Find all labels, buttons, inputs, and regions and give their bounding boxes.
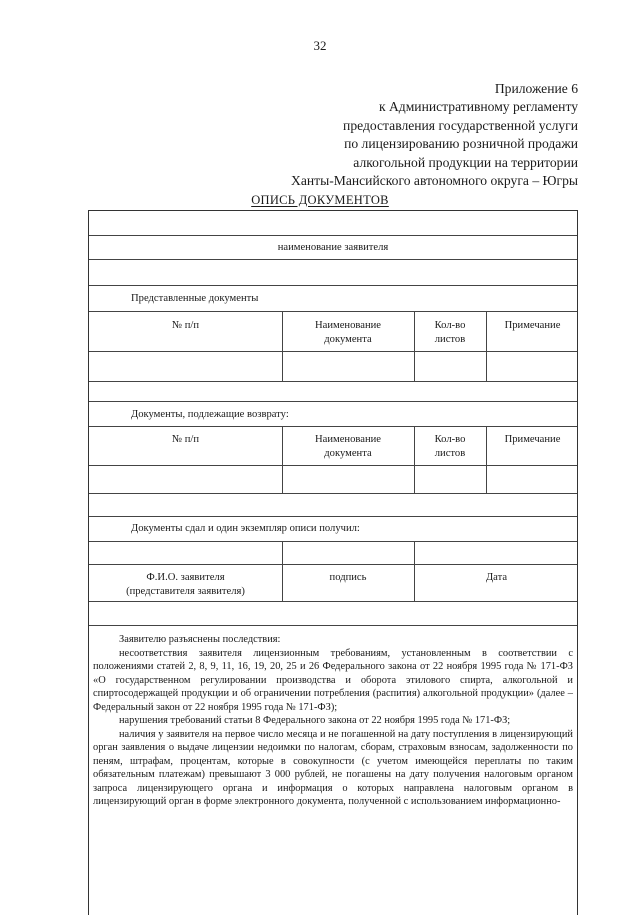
- col-header-count: [414, 319, 486, 347]
- document-title-text: ОПИСЬ ДОКУМЕНТОВ: [251, 193, 389, 207]
- row-divider: [89, 401, 577, 402]
- applicant-fio-label: [89, 571, 282, 599]
- consequence-paragraph: наличия у заявителя на первое число месяца и не погашенной на дату поступления в лицензирующий орган заявления о выдаче лицензии недоимки по налогам, сборам, страховым взносам, задолженности по пеням, штрафам, процентам, которые в совокупности (с учетом имеющейся переплаты по таким обязательным платежам) превышают 3 000 рублей, не погашены на дату получения налоговым органом запроса лицензирующего органа и информация о которых направлена налоговым органом в лицензирующий орган в форме электронного документа, полученной с использованием информационно-: [93, 728, 573, 807]
- consequences-heading: Заявителю разъяснены последствия:: [119, 634, 281, 645]
- row-divider: [89, 465, 577, 466]
- col-header-name: [282, 433, 414, 461]
- document-title: [0, 193, 640, 208]
- submitted-documents-heading: Представленные документы: [131, 293, 259, 304]
- row-divider: [89, 541, 577, 542]
- col-header-count-line: листов: [434, 334, 466, 345]
- appendix-line: Приложение 6: [494, 81, 578, 96]
- appendix-line: предоставления государственной услуги: [343, 117, 578, 133]
- applicant-fio-line: Ф.И.О. заявителя: [146, 572, 225, 583]
- col-header-count-line: листов: [434, 448, 466, 459]
- col-header-name-line: документа: [324, 334, 372, 345]
- row-divider: [89, 311, 577, 312]
- row-divider: [89, 625, 577, 626]
- page-number: 32: [313, 38, 327, 53]
- returned-documents-heading: Документы, подлежащие возврату:: [131, 409, 289, 420]
- consequence-paragraph: несоответствия заявителя лицензионным требованиям, установленным в соответствии с положениями статей 2, 8, 9, 11, 16, 19, 20, 25 и 26 Федерального закона от 22 ноября 1995 года № 171-ФЗ «О государственном регулировании производства и оборота этилового спирта, алкогольной и спиртосодержащей продукции и об ограничении потребления (распития) алкогольной продукции» (далее – Федеральный закон от 22 ноября 1995 года № 171-ФЗ);: [93, 647, 573, 713]
- col-header-count: [414, 433, 486, 461]
- row-divider: [89, 426, 577, 427]
- row-divider: [89, 601, 577, 602]
- signature-label: подпись: [329, 572, 367, 583]
- applicant-fio-line: (представителя заявителя): [126, 586, 245, 597]
- col-header-name-line: Наименование: [315, 434, 381, 445]
- col-header-count-line: Кол-во: [434, 320, 466, 331]
- date-label: Дата: [485, 572, 508, 583]
- appendix-line: алкогольной продукции на территории: [353, 154, 578, 170]
- consequence-paragraph: нарушения требований статьи 8 Федерального закона от 22 ноября 1995 года № 171-ФЗ;: [119, 715, 511, 726]
- col-header-count-line: Кол-во: [434, 434, 466, 445]
- col-header-note: Примечание: [504, 320, 561, 331]
- row-divider: [89, 285, 577, 286]
- col-header-number: № п/п: [171, 434, 200, 445]
- appendix-header: [178, 80, 578, 190]
- inventory-form: [88, 210, 578, 915]
- row-divider: [89, 564, 577, 565]
- consequences-text: [93, 633, 573, 809]
- row-divider: [89, 516, 577, 517]
- row-divider: [89, 259, 577, 260]
- col-header-name-line: Наименование: [315, 320, 381, 331]
- row-divider: [89, 351, 577, 352]
- received-confirmation: Документы сдал и один экземпляр описи получил:: [131, 523, 360, 534]
- col-header-note: Примечание: [504, 434, 561, 445]
- appendix-line: к Административному регламенту: [378, 99, 578, 115]
- col-header-name-line: документа: [324, 448, 372, 459]
- row-divider: [89, 235, 577, 236]
- appendix-line: Ханты-Мансийского автономного округа – Югры: [291, 173, 578, 189]
- col-header-name: [282, 319, 414, 347]
- row-divider: [89, 381, 577, 382]
- applicant-name-caption: наименование заявителя: [277, 242, 389, 253]
- col-header-number: № п/п: [171, 320, 200, 331]
- appendix-line: по лицензированию розничной продажи: [344, 136, 578, 152]
- row-divider: [89, 493, 577, 494]
